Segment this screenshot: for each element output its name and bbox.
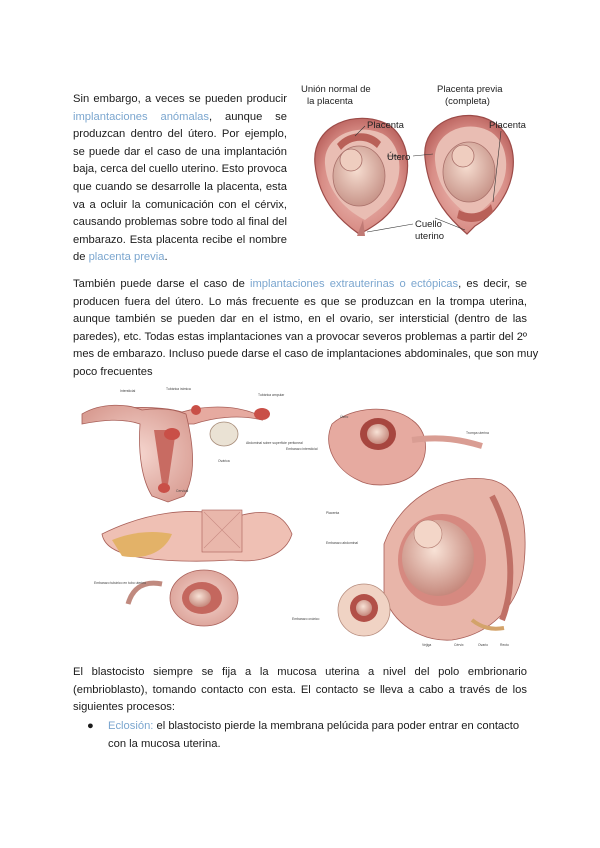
text-run: aunque también se pueden dar en el istmo, en el ovario, ser intersticial (dentro de las xyxy=(73,313,527,326)
text-run: (embrioblasto), tomando contacto con esta. El contacto se lleva a cabo a través de los xyxy=(73,683,527,696)
fig2-label-abdominal-sup: Abdominal sobre superficie peritoneal xyxy=(246,441,303,445)
text-run: produzcan dentro del útero. Por ejemplo, xyxy=(73,128,287,141)
paragraph1-line xyxy=(73,126,287,144)
bullet-term: Eclosión: xyxy=(108,720,154,732)
text-run: Sin embargo, a veces se pueden producir xyxy=(73,93,287,105)
paragraph1-line xyxy=(73,109,287,127)
paragraph3-line xyxy=(73,682,527,700)
tubal-embryo-drawing xyxy=(128,570,238,626)
bullet-line-2: con la mucosa uterina. xyxy=(108,737,221,750)
paragraph1-line xyxy=(73,232,287,250)
paragraph2-line xyxy=(73,364,527,382)
fig2-label-trompa: Trompa uterina xyxy=(466,431,489,435)
text-run: se puede dar el caso de una implantación xyxy=(73,145,287,158)
text-run: de xyxy=(73,251,89,264)
text-run: , aunque se xyxy=(209,110,287,123)
paragraph-implantaciones-ectopicas xyxy=(73,276,539,382)
label-previa-2: (completa) xyxy=(445,96,490,107)
text-run: También puede darse el caso de xyxy=(73,278,250,290)
uterus-previa-drawing xyxy=(425,115,514,234)
paragraph1-line xyxy=(73,197,287,215)
paragraph1-line xyxy=(73,179,287,197)
text-run: causando problemas sobre todo al final del xyxy=(73,216,287,229)
text-run: mes de embarazo. Incluso puede darse el caso de implantaciones abdominales, que son muy xyxy=(73,348,539,361)
fig2-label-placenta: Placenta xyxy=(326,511,340,515)
highlighted-term: placenta previa xyxy=(88,251,165,264)
paragraph2-line xyxy=(73,311,527,329)
label-cuello-2: uterino xyxy=(415,231,445,242)
fig2-label-cervix: Cérvix xyxy=(454,643,464,647)
fig2-label-recto: Recto xyxy=(500,643,509,647)
label-previa-1: Placenta previa xyxy=(437,84,503,95)
fig2-label-ovarica: Ovárica xyxy=(218,459,230,463)
text-run: paredes), etc. Todas estas implantaciones van a provocar severos problemas a partir del 2º xyxy=(73,330,527,343)
text-run: , es decir, se xyxy=(458,278,528,290)
fig2-label-ovario: Ovario xyxy=(478,643,488,647)
text-run: poco frecuentes xyxy=(73,365,153,378)
text-run: siguientes procesos: xyxy=(73,701,175,714)
text-run: embarazo. Esta placenta recibe el nombre xyxy=(73,233,287,246)
paragraph1-line xyxy=(73,161,287,179)
label-cuello-1: Cuello xyxy=(415,219,442,230)
label-utero: Útero xyxy=(387,152,411,163)
figure-implantaciones-ectopicas xyxy=(72,384,528,656)
paragraph1-line xyxy=(73,214,287,232)
text-run: . xyxy=(164,251,168,264)
text-run: va a ocluir la comunicación con el cérvix, xyxy=(73,198,287,211)
paragraph3-line xyxy=(73,664,527,682)
paragraph1-line xyxy=(73,249,287,267)
paragraph-implantaciones-anomalas xyxy=(73,91,287,267)
text-run: que cuando se desarrolle la placenta, esta xyxy=(73,180,287,193)
paragraph2-line xyxy=(73,346,539,364)
fig2-label-intersticial: Intersticial xyxy=(120,389,136,393)
tube-section-drawing xyxy=(102,510,292,561)
interstitial-drawing xyxy=(329,409,482,485)
label-union-normal-2: la placenta xyxy=(307,96,353,107)
highlighted-term: implantaciones extrauterinas o ectópicas xyxy=(249,278,459,290)
uterus-tubes-drawing xyxy=(82,405,270,502)
uterus-normal-drawing xyxy=(315,118,411,236)
paragraph-blastocisto xyxy=(73,664,527,717)
paragraph2-line xyxy=(73,294,527,312)
paragraph1-line xyxy=(73,144,287,162)
abdominal-drawing xyxy=(384,478,525,640)
label-placenta-right: Placenta xyxy=(489,120,526,131)
bullet-line-1 xyxy=(108,718,528,736)
fig2-label-vejiga: Vejiga xyxy=(422,643,432,647)
figure-placenta-previa xyxy=(297,84,530,252)
fig2-label-istmica: Tubárica ístmica xyxy=(166,387,191,391)
paragraph1-line xyxy=(73,91,287,109)
text-run: producen fuera del útero. Lo más frecuente es que se produzcan en la trompa uterina, xyxy=(73,295,527,308)
label-placenta-left: Placenta xyxy=(367,120,404,131)
fig2-label-emb-intersticial: Embarazo intersticial xyxy=(286,447,318,451)
fig2-label-ampular: Tubárica ampular xyxy=(258,393,285,397)
fig2-label-tubarico: Embarazo tubárico en tubo uterino xyxy=(94,581,147,585)
paragraph3-line xyxy=(73,699,527,717)
ovarian-drawing xyxy=(338,584,390,636)
bullet-text-1: el blastocisto pierde la membrana pelúcida para poder entrar en contacto xyxy=(153,720,520,732)
paragraph2-line xyxy=(73,329,527,347)
fig2-label-emb-ovarico: Embarazo ovárico xyxy=(292,617,320,621)
text-run: baja, cerca del cuello uterino. Esto provoca xyxy=(73,163,287,176)
fig2-label-cervical: Cervical xyxy=(176,489,189,493)
label-union-normal-1: Unión normal de xyxy=(301,84,371,95)
text-run: El blastocisto siempre se fija a la mucosa uterina a nivel del polo embrionario xyxy=(73,666,527,678)
bullet-dot-icon: ● xyxy=(87,720,94,732)
highlighted-term: implantaciones anómalas xyxy=(73,110,209,123)
paragraph2-line xyxy=(73,276,527,294)
fig2-label-emb-abdominal: Embarazo abdominal xyxy=(326,541,359,545)
fig2-label-utero: Útero xyxy=(340,415,349,419)
